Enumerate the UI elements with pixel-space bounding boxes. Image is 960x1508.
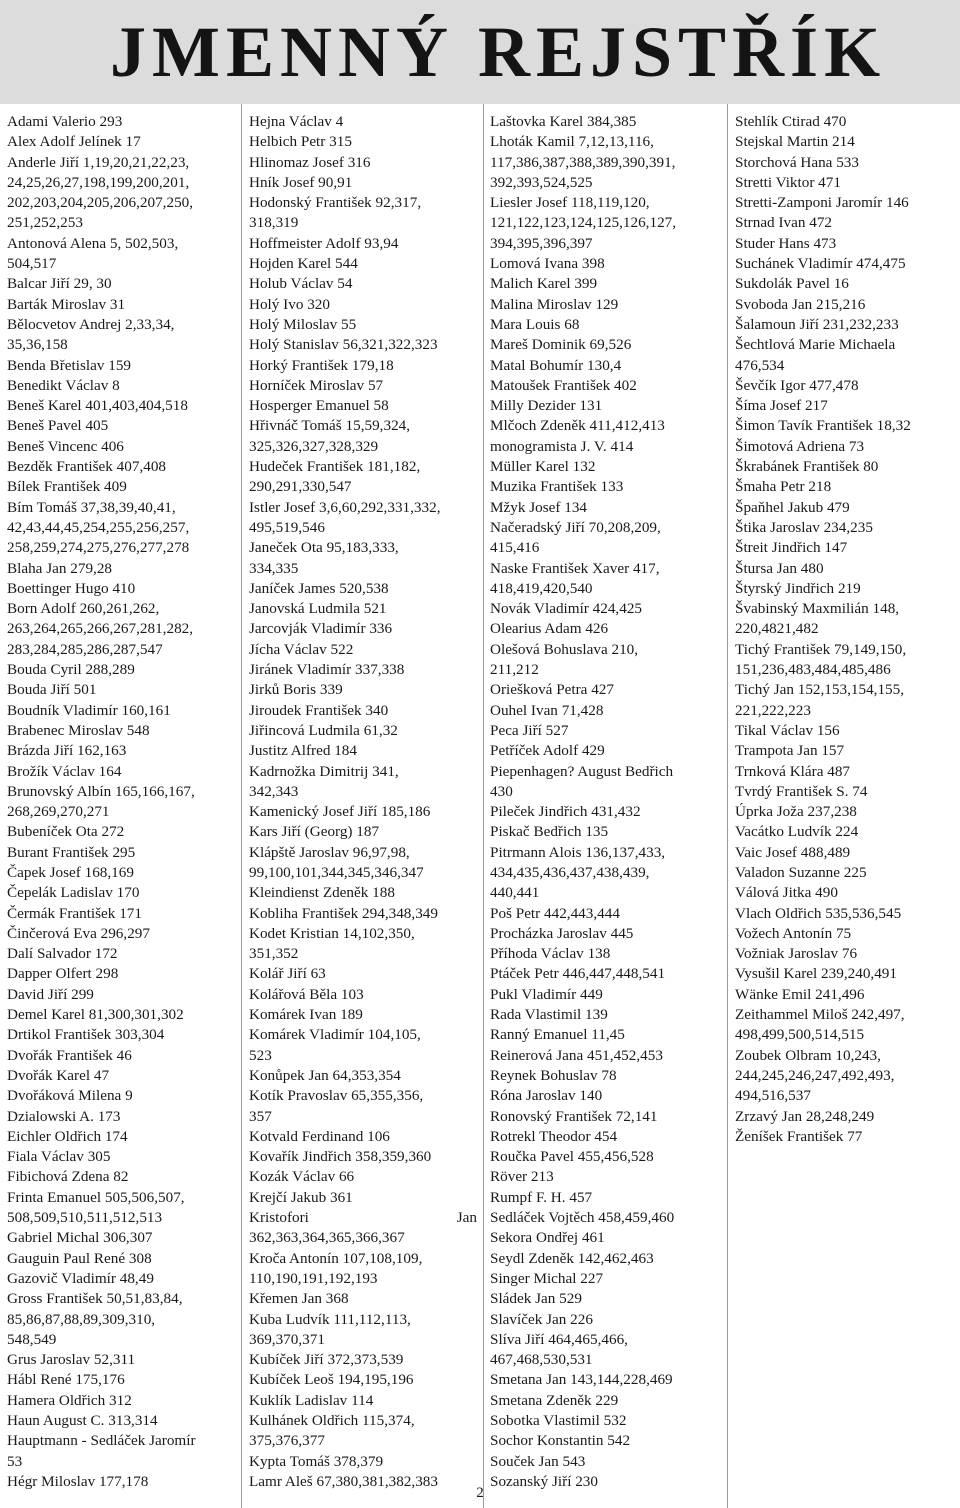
index-entry: Piskač Bedřich 135 [490,823,609,841]
index-entry: Beneš Karel 401,403,404,518 [7,397,188,415]
index-entry: 290,291,330,547 [249,478,352,496]
index-entry: Zeithammel Miloš 242,497, [735,1006,905,1024]
index-entry: Kozák Václav 66 [249,1168,355,1186]
index-entry: Antonová Alena 5, 502,503, [7,234,179,252]
index-entry: Procházka Jaroslav 445 [490,924,634,942]
index-entry: 392,393,524,525 [490,173,593,191]
index-entry: Seydl Zdeněk 142,462,463 [490,1249,654,1267]
index-entry: Olešová Bohuslava 210, [490,640,639,658]
index-entry: Studer Hans 473 [735,234,837,252]
index-entry: Stretti-Zamponi Jaromír 146 [735,194,909,212]
index-entry: Sochor Konstantin 542 [490,1432,631,1450]
index-entry: 351,352 [249,945,299,963]
index-entry: Brunovský Albín 165,166,167, [7,782,195,800]
index-entry: Dvořák Karel 47 [7,1066,110,1084]
index-entry: Čapek Josef 168,169 [7,863,134,881]
index-entry: Štreit Jindřich 147 [735,539,848,557]
index-entry: Svoboda Jan 215,216 [735,295,866,313]
index-entry: 325,326,327,328,329 [249,437,379,455]
index-entry: Kodet Kristian 14,102,350, [249,924,415,942]
index-entry: Kubíček Jiří 372,373,539 [249,1351,404,1369]
index-entry: Holý Miloslav 55 [249,315,357,333]
index-entry: Tichý František 79,149,150, [735,640,907,658]
index-entry: Ženíšek František 77 [735,1127,863,1145]
index-entry: 357 [249,1107,272,1125]
index-entry: Bílek František 409 [7,478,127,496]
index-entry: Vacátko Ludvík 224 [735,823,859,841]
index-entry: Drtikol František 303,304 [7,1026,165,1044]
index-entry: Matal Bohumír 130,4 [490,356,622,374]
index-entry: Bouda Cyril 288,289 [7,661,135,679]
index-entry: Komárek Vladimír 104,105, [249,1026,421,1044]
index-entry: 504,517 [7,255,57,273]
index-entry: Horníček Miroslav 57 [249,376,384,394]
index-entry: Souček Jan 543 [490,1452,586,1470]
index-entry: Beneš Pavel 405 [7,417,109,435]
index-entry: Olearius Adam 426 [490,620,609,638]
index-entry: Poš Petr 442,443,444 [490,904,620,922]
index-entry: Brožík Václav 164 [7,762,122,780]
index-entry: Gauguin Paul René 308 [7,1249,152,1267]
index-entry: Jiřincová Ludmila 61,32 [249,721,398,739]
index-entry: Gazovič Vladimír 48,49 [7,1269,154,1287]
index-entry: Bím Tomáš 37,38,39,40,41, [7,498,176,516]
index-entry: Müller Karel 132 [490,458,596,476]
index-entry: 211,212 [490,661,539,679]
index-entry: Born Adolf 260,261,262, [7,600,160,618]
index-entry: 394,395,396,397 [490,234,593,252]
index-entry: Kars Jiří (Georg) 187 [249,823,380,841]
index-entry: Kobliha František 294,348,349 [249,904,438,922]
index-entry: Beneš Vincenc 406 [7,437,124,455]
index-entry: Kypta Tomáš 378,379 [249,1452,384,1470]
index-entry: Dapper Olfert 298 [7,965,119,983]
index-entry: Roučka Pavel 455,456,528 [490,1148,654,1166]
index-entry: Kadrnožka Dimitrij 341, [249,762,399,780]
index-entry: Šmaha Petr 218 [735,478,832,496]
index-entry: Holý Ivo 320 [249,295,330,313]
index-entry: Pileček Jindřich 431,432 [490,803,641,821]
index-entry: Ptáček Petr 446,447,448,541 [490,965,666,983]
index-entry: Gabriel Michal 306,307 [7,1229,153,1247]
index-entry: Benedikt Václav 8 [7,376,120,394]
index-entry: 53 [7,1452,23,1470]
index-entry: Sedláček Vojtěch 458,459,460 [490,1209,675,1227]
index-entry: Malina Miroslav 129 [490,295,619,313]
index-entry: 342,343 [249,782,299,800]
index-entry: Slavíček Jan 226 [490,1310,593,1328]
index-entry: 251,252,253 [7,214,83,232]
index-entry: 523 [249,1046,272,1064]
index-entry: Činčerová Eva 296,297 [7,924,150,942]
index-entry: 99,100,101,344,345,346,347 [249,863,424,881]
index-entry: Smetana Zdeněk 229 [490,1391,619,1409]
index-column-1 [7,112,235,1492]
index-entry: Kolářová Běla 103 [249,985,364,1003]
index-entry: Špaňhel Jakub 479 [735,498,850,516]
index-entry: Röver 213 [490,1168,554,1186]
index-entry: Stehlík Ctirad 470 [735,113,847,130]
index-entry: Jiroudek František 340 [249,701,389,719]
index-entry: Boettinger Hugo 410 [7,579,136,597]
index-entry: 434,435,436,437,438,439, [490,863,650,881]
index-entry: Příhoda Václav 138 [490,945,611,963]
index-entry: 467,468,530,531 [490,1351,593,1369]
index-entry: Čermák František 171 [7,904,142,922]
index-entry: Kristofori Jan [249,1209,477,1227]
index-entry: Fibichová Zdena 82 [7,1168,129,1186]
index-entry: Hřivnáč Tomáš 15,59,324, [249,417,411,435]
index-entry: 362,363,364,365,366,367 [249,1229,405,1247]
index-column-3 [490,112,718,1492]
index-entry: 221,222,223 [735,701,811,719]
index-entry: Janeček Ota 95,183,333, [249,539,399,557]
index-entry: Hosperger Emanuel 58 [249,397,389,415]
index-entry: Mara Louis 68 [490,315,580,333]
title-banner [0,0,960,104]
index-entry: Hamera Oldřich 312 [7,1391,132,1409]
index-entry: Hoffmeister Adolf 93,94 [249,234,399,252]
index-entry: 110,190,191,192,193 [249,1269,378,1287]
index-entry: Holý Stanislav 56,321,322,323 [249,336,438,354]
index-entry: Dvořák František 46 [7,1046,132,1064]
index-entry: Dzialowski A. 173 [7,1107,121,1125]
index-entry: Lamr Aleš 67,380,381,382,383 [249,1472,438,1490]
index-entry: Burant František 295 [7,843,136,861]
index-entry: Krejčí Jakub 361 [249,1188,353,1206]
index-entry: 498,499,500,514,515 [735,1026,865,1044]
index-entry: Hábl René 175,176 [7,1371,125,1389]
index-entry: Liesler Josef 118,119,120, [490,194,650,212]
index-entry: Kleindienst Zdeněk 188 [249,884,395,902]
page-title: JMENNÝ REJSTŘÍK [110,12,887,92]
index-entry: 244,245,246,247,492,493, [735,1066,895,1084]
index-entry: Balcar Jiří 29, 30 [7,275,112,293]
index-entry: Šalamoun Jiří 231,232,233 [735,315,899,333]
index-entry: Tichý Jan 152,153,154,155, [735,681,905,699]
column-divider [241,104,242,1508]
index-entry: Zrzavý Jan 28,248,249 [735,1107,875,1125]
index-entry: Pukl Vladimír 449 [490,985,603,1003]
index-entry: Trampota Jan 157 [735,742,845,760]
index-entry: 220,4821,482 [735,620,819,638]
index-entry: Brabenec Miroslav 548 [7,721,150,739]
index-entry: Šimon Tavík František 18,32 [735,417,911,435]
index-entry: Hník Josef 90,91 [249,173,353,191]
index-entry: Bubeníček Ota 272 [7,823,125,841]
index-entry: 476,534 [735,356,785,374]
index-entry: Lomová Ivana 398 [490,255,605,273]
index-entry: Hojden Karel 544 [249,255,358,273]
index-entry: Sekora Ondřej 461 [490,1229,605,1247]
index-entry: Smetana Jan 143,144,228,469 [490,1371,673,1389]
index-column-2 [249,112,477,1492]
index-entry: 495,519,546 [249,518,325,536]
column-divider [483,104,484,1508]
index-entry: 375,376,377 [249,1432,325,1450]
index-entry: Adami Valerio 293 [7,113,123,130]
index-entry: Zoubek Olbram 10,243, [735,1046,881,1064]
column-divider [727,104,728,1508]
index-entry: Švabinský Maxmilián 148, [735,600,900,618]
index-entry: Valadon Suzanne 225 [735,863,867,881]
index-entry: 334,335 [249,559,299,577]
index-entry: Brázda Jiří 162,163 [7,742,127,760]
index-entry: 117,386,387,388,389,390,391, [490,153,676,171]
index-entry: Vožech Antonín 75 [735,924,852,942]
index-entry: Škrabánek František 80 [735,458,879,476]
index-entry: Kulhánek Oldřich 115,374, [249,1412,415,1429]
index-entry: Mlčoch Zdeněk 411,412,413 [490,417,665,435]
index-entry: Benda Břetislav 159 [7,356,132,374]
index-entry: Reinerová Jana 451,452,453 [490,1046,663,1064]
index-entry: 430 [490,782,513,800]
index-entry: Rada Vlastimil 139 [490,1006,608,1024]
index-entry: Křemen Jan 368 [249,1290,349,1308]
index-entry: 258,259,274,275,276,277,278 [7,539,190,557]
index-entry: Klápště Jaroslav 96,97,98, [249,843,410,861]
index-entry: 508,509,510,511,512,513 [7,1209,163,1227]
index-entry: Lhoták Kamil 7,12,13,116, [490,133,654,151]
index-entry: Boudník Vladimír 160,161 [7,701,171,719]
index-entry: Tikal Václav 156 [735,721,840,739]
index-entry: Hégr Miloslav 177,178 [7,1472,149,1490]
index-column-4 [735,112,957,1147]
index-entry: Naske František Xaver 417, [490,559,660,577]
index-entry: Rotrekl Theodor 454 [490,1127,618,1145]
index-entry: Oriešková Petra 427 [490,681,614,699]
index-entry: Hejna Václav 4 [249,113,344,130]
index-entry: Pitrmann Alois 136,137,433, [490,843,666,861]
index-entry: Laštovka Karel 384,385 [490,113,637,130]
index-entry: Frinta Emanuel 505,506,507, [7,1188,185,1206]
index-entry: Fiala Václav 305 [7,1148,111,1166]
index-entry: Bouda Jiří 501 [7,681,97,699]
index-entry: Horký František 179,18 [249,356,394,374]
index-entry: Justitz Alfred 184 [249,742,357,760]
index-entry: Strnad Ivan 472 [735,214,833,232]
index-entry: Ranný Emanuel 11,45 [490,1026,625,1044]
index-entry: Piepenhagen? August Bedřich [490,762,674,780]
index-entry: 415,416 [490,539,540,557]
index-entry: 263,264,265,266,267,281,282, [7,620,194,638]
index-entry: Stretti Viktor 471 [735,173,841,191]
index-entry: Mareš Dominik 69,526 [490,336,632,354]
index-entry: Janovská Ludmila 521 [249,600,387,618]
index-entry: Grus Jaroslav 52,311 [7,1351,136,1369]
index-entry: Kamenický Josef Jiří 185,186 [249,803,431,821]
index-entry: Storchová Hana 533 [735,153,859,171]
index-entry: 35,36,158 [7,336,68,354]
index-entry: Holub Václav 54 [249,275,353,293]
index-entry: Matoušek František 402 [490,376,637,394]
index-entry: Šíma Josef 217 [735,397,828,415]
index-entry: Štika Jaroslav 234,235 [735,518,873,536]
index-entry: 440,441 [490,884,540,902]
index-entry: Janíček James 520,538 [249,579,389,597]
index-entry: 121,122,123,124,125,126,127, [490,214,677,232]
index-entry: Komárek Ivan 189 [249,1006,363,1024]
index-entry: 494,516,537 [735,1087,811,1105]
index-entry: Wänke Emil 241,496 [735,985,865,1003]
index-entry: Vaic Josef 488,489 [735,843,851,861]
index-entry: Jarcovják Vladimír 336 [249,620,393,638]
index-entry: Hodonský František 92,317, [249,194,422,212]
index-entry: David Jiří 299 [7,985,94,1003]
index-entry: Hauptmann - Sedláček Jaromír [7,1432,196,1450]
index-entry: Alex Adolf Jelínek 17 [7,133,141,151]
index-entry: Gross František 50,51,83,84, [7,1290,183,1308]
index-entry: Jiránek Vladimír 337,338 [249,661,405,679]
index-entry: Konůpek Jan 64,353,354 [249,1066,401,1084]
index-entry: Petříček Adolf 429 [490,742,605,760]
index-entry: Eichler Oldřich 174 [7,1127,128,1145]
index-entry: 268,269,270,271 [7,803,110,821]
index-entry: Malich Karel 399 [490,275,598,293]
index-entry: Čepelák Ladislav 170 [7,884,140,902]
index-entry: Novák Vladimír 424,425 [490,600,643,618]
index-entry: Šechtlová Marie Michaela [735,336,896,354]
index-entry: Kovařík Jindřich 358,359,360 [249,1148,432,1166]
index-entry: Reynek Bohuslav 78 [490,1066,617,1084]
index-entry: Tvrdý František S. 74 [735,782,868,800]
index-entry: 418,419,420,540 [490,579,593,597]
index-entry: Kuba Ludvík 111,112,113, [249,1310,411,1328]
index-entry: monogramista J. V. 414 [490,437,634,455]
index-entry: Štursa Jan 480 [735,559,824,577]
index-entry: Bělocvetov Andrej 2,33,34, [7,315,175,333]
index-entry: Slíva Jiří 464,465,466, [490,1330,628,1348]
index-entry: Kotík Pravoslav 65,355,356, [249,1087,424,1105]
index-entry: 202,203,204,205,206,207,250, [7,194,194,212]
index-entry: Sukdolák Pavel 16 [735,275,849,293]
index-entry: Dalí Salvador 172 [7,945,118,963]
index-entry: Bezděk František 407,408 [7,458,167,476]
index-entry: Vlach Oldřich 535,536,545 [735,904,902,922]
index-entry: Sládek Jan 529 [490,1290,582,1308]
index-entry: Sobotka Vlastimil 532 [490,1412,627,1429]
index-entry: Kotvald Ferdinand 106 [249,1127,390,1145]
index-entry: 548,549 [7,1330,57,1348]
index-entry: Muzika František 133 [490,478,624,496]
index-entry: Kubíček Leoš 194,195,196 [249,1371,414,1389]
index-entry: Načeradský Jiří 70,208,209, [490,518,661,536]
index-entry: Vožniak Jaroslav 76 [735,945,858,963]
index-entry: Jícha Václav 522 [249,640,354,658]
index-entry: Hlinomaz Josef 316 [249,153,371,171]
index-entry: 318,319 [249,214,299,232]
index-entry: Blaha Jan 279,28 [7,559,113,577]
index-entry: Anderle Jiří 1,19,20,21,22,23, [7,153,190,171]
index-entry: Kroča Antonín 107,108,109, [249,1249,423,1267]
index-entry: Štyrský Jindřich 219 [735,579,861,597]
index-entry: Ouhel Ivan 71,428 [490,701,604,719]
index-entry: Šimotová Adriena 73 [735,437,865,455]
index-entry: Trnková Klára 487 [735,762,851,780]
index-entry: Peca Jiří 527 [490,721,569,739]
index-entry: Demel Karel 81,300,301,302 [7,1006,184,1024]
index-entry: Mžyk Josef 134 [490,498,588,516]
index-entry: Ševčík Igor 477,478 [735,376,859,394]
index-entry: 85,86,87,88,89,309,310, [7,1310,156,1328]
index-entry: Vysušil Karel 239,240,491 [735,965,897,983]
index-entry: 42,43,44,45,254,255,256,257, [7,518,190,536]
index-entry: Istler Josef 3,6,60,292,331,332, [249,498,441,516]
index-entry: Milly Dezider 131 [490,397,603,415]
index-entry: Barták Miroslav 31 [7,295,126,313]
index-entry: 283,284,285,286,287,547 [7,640,163,658]
index-entry: 24,25,26,27,198,199,200,201, [7,173,190,191]
index-entry: Kolář Jiří 63 [249,965,326,983]
index-entry: 369,370,371 [249,1330,325,1348]
index-entry: Dvořáková Milena 9 [7,1087,133,1105]
index-entry: Ronovský František 72,141 [490,1107,658,1125]
index-entry: 151,236,483,484,485,486 [735,661,891,679]
index-entry: Kuklík Ladislav 114 [249,1391,374,1409]
index-entry: Válová Jitka 490 [735,884,838,902]
index-entry: Suchánek Vladimír 474,475 [735,255,906,273]
index-entry: Rumpf F. H. 457 [490,1188,593,1206]
index-entry: Singer Michal 227 [490,1269,604,1287]
index-entry: Sozanský Jiří 230 [490,1472,598,1490]
index-entry: Helbich Petr 315 [249,133,352,151]
index-entry: Jirků Boris 339 [249,681,343,699]
index-entry: Hudeček František 181,182, [249,458,421,476]
page-number: 2 [476,1485,484,1501]
index-entry: Haun August C. 313,314 [7,1412,158,1429]
index-entry: Róna Jaroslav 140 [490,1087,603,1105]
index-entry: Stejskal Martin 214 [735,133,855,151]
index-entry: Úprka Joža 237,238 [735,803,857,821]
